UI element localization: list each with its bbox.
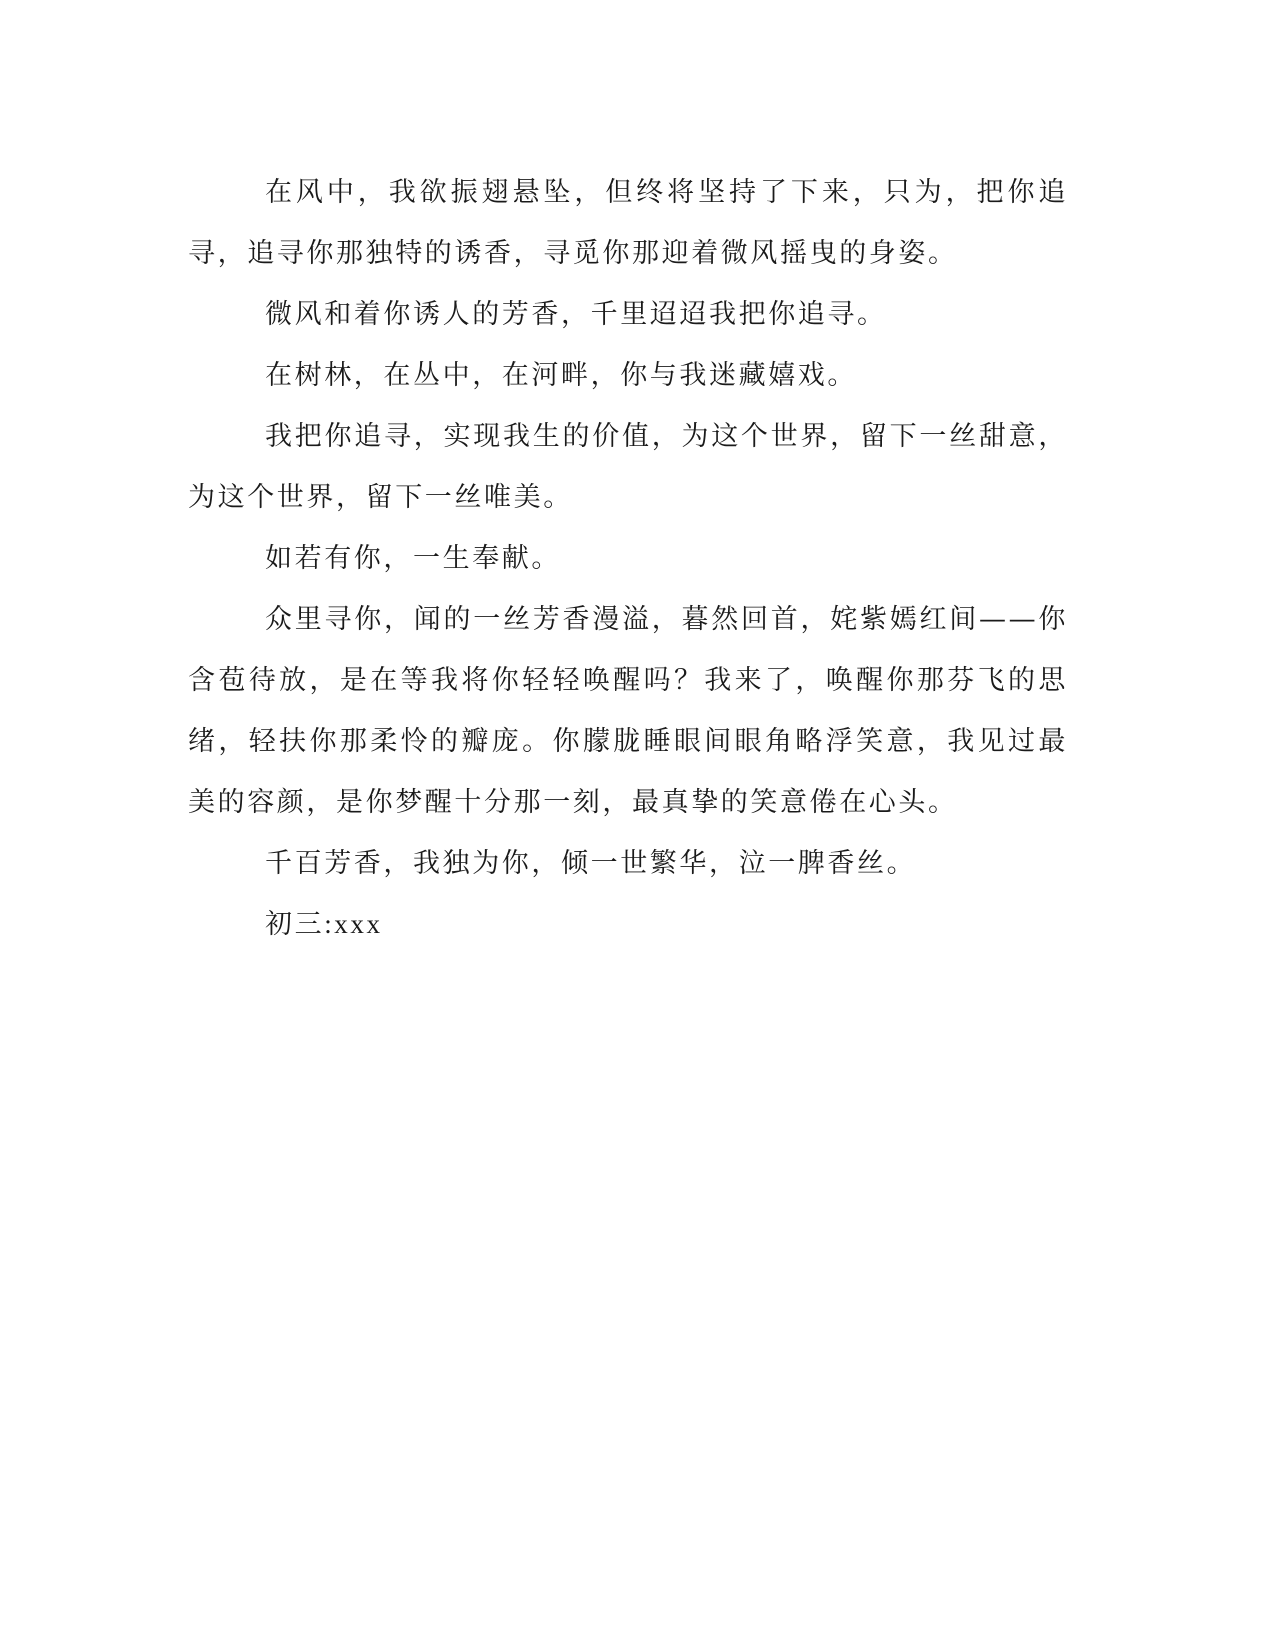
paragraph-1: 在风中，我欲振翅悬坠，但终将坚持了下来，只为，把你追寻，追寻你那独特的诱香，寻觅你那迎着微风摇曳的身姿。 [188,177,1068,269]
paragraph-2: 微风和着你诱人的芳香，千里迢迢我把你追寻。 [265,299,887,330]
paragraph-6: 众里寻你，闻的一丝芳香漫溢，暮然回首，姹紫嫣红间——你含苞待放，是在等我将你轻轻唤醒吗？我来了，唤醒你那芬飞的思绪，轻扶你那柔怜的瓣庞。你朦胧睡眼间眼角略浮笑意，我见过最美的容颜，是你梦醒十分那一刻，最真挚的笑意倦在心头。 [188,604,1068,818]
document-body [188,162,1068,955]
paragraph-3: 在树林，在丛中，在河畔，你与我迷藏嬉戏。 [265,360,857,391]
paragraph-7: 千百芳香，我独为你，倾一世繁华，泣一脾香丝。 [265,848,917,879]
paragraph-4: 我把你追寻，实现我生的价值，为这个世界，留下一丝甜意，为这个世界，留下一丝唯美。 [188,421,1068,513]
author-signature: 初三:xxx [265,909,383,939]
paragraph-5: 如若有你，一生奉献。 [265,543,561,574]
